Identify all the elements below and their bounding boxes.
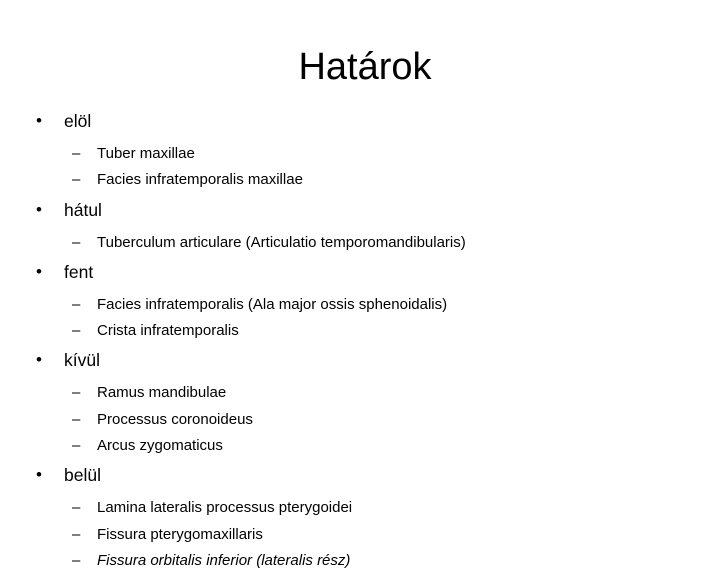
bullet-heading: kívül — [64, 350, 100, 371]
bullet-item — [36, 462, 706, 488]
sub-item — [36, 141, 706, 167]
sub-item — [36, 433, 706, 459]
sub-item — [36, 318, 706, 344]
sub-item-text: Fissura pterygomaxillaris — [97, 525, 263, 543]
sub-list — [36, 230, 706, 256]
dash-icon: – — [72, 410, 81, 428]
section-fent — [36, 259, 706, 345]
bullet-item — [36, 259, 706, 285]
dash-icon: – — [72, 322, 81, 340]
sub-item — [36, 495, 706, 521]
dash-icon: – — [72, 171, 81, 189]
bullet-icon: • — [36, 465, 42, 485]
dash-icon: – — [72, 499, 81, 517]
section-belul — [36, 462, 706, 574]
bullet-heading: belül — [64, 465, 101, 486]
bullet-icon: • — [36, 199, 42, 219]
sub-item — [36, 407, 706, 433]
bullet-icon: • — [36, 350, 42, 370]
bullet-item — [36, 108, 706, 134]
bullet-heading: elöl — [64, 111, 92, 131]
sub-item-text: Ramus mandibulae — [97, 384, 227, 402]
sub-item-text: Tuber maxillae — [97, 145, 195, 162]
section-kivul — [36, 347, 706, 459]
sub-item-text: Lamina lateralis processus pterygoidei — [97, 499, 353, 517]
sub-item — [36, 230, 706, 256]
sub-item — [36, 548, 706, 574]
dash-icon: – — [72, 551, 81, 569]
sub-item-text: Processus coronoideus — [97, 410, 253, 428]
sub-item — [36, 380, 706, 406]
dash-icon: – — [72, 295, 81, 313]
sub-item-text: Tuberculum articulare (Articulatio temporomandibularis) — [97, 233, 466, 251]
bullet-heading: fent — [64, 261, 94, 282]
dash-icon: – — [72, 384, 81, 402]
sub-item — [36, 292, 706, 318]
dash-icon: – — [72, 437, 81, 455]
dash-icon: – — [72, 525, 81, 543]
bullet-item — [36, 347, 706, 373]
section-elol — [36, 108, 706, 194]
sub-item — [36, 167, 706, 193]
bullet-icon: • — [36, 111, 42, 130]
sub-item-text: Crista infratemporalis — [97, 322, 239, 340]
sub-list — [36, 292, 706, 345]
sub-item-text: Facies infratemporalis maxillae — [97, 171, 303, 189]
sub-list — [36, 380, 706, 459]
sub-item-text: Facies infratemporalis (Ala major ossis sphenoidalis) — [97, 295, 448, 313]
dash-icon: – — [72, 145, 81, 162]
sub-item-text: Fissura orbitalis inferior (lateralis rész) — [97, 551, 351, 569]
dash-icon: – — [72, 233, 81, 251]
sub-item-text: Arcus zygomaticus — [97, 437, 223, 455]
bullet-list — [36, 108, 706, 574]
bullet-icon: • — [36, 261, 42, 281]
sub-list — [36, 495, 706, 574]
section-hatul — [36, 197, 706, 256]
bullet-item — [36, 197, 706, 223]
bullet-heading: hátul — [64, 199, 102, 220]
slide-title: Határok — [298, 46, 432, 88]
sub-list — [36, 141, 706, 194]
sub-item — [36, 522, 706, 548]
